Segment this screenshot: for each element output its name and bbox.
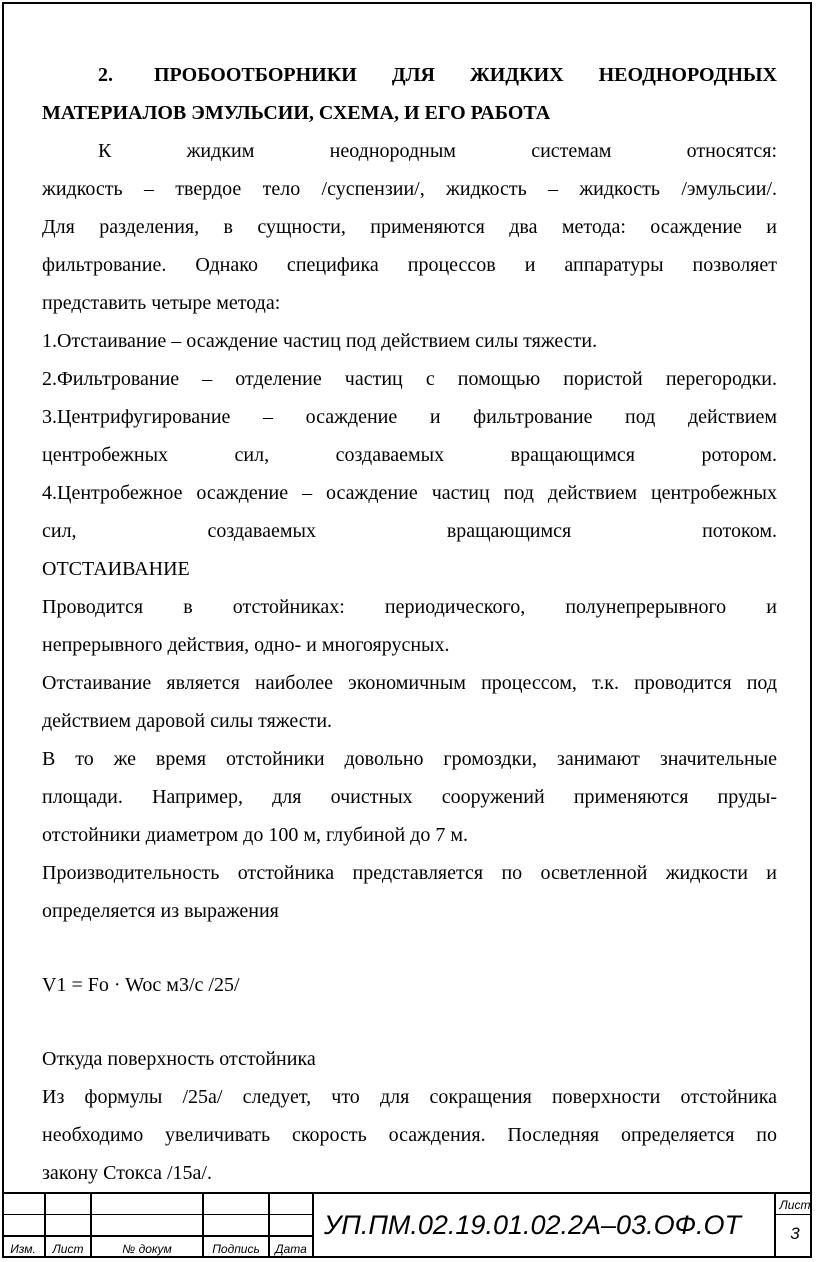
method-item-3: 3.Центрифугирование – осаждение и фильтрование под действием	[42, 406, 777, 428]
subsection-title: ОТСТАИВАНИЕ	[42, 558, 190, 580]
change-label: Изм.	[10, 1242, 36, 1256]
doc-number-label: № докум	[122, 1242, 172, 1256]
paragraph-line: закону Стокса /15а/.	[42, 1162, 212, 1184]
title-block	[2, 1192, 812, 1258]
paragraph-line: непрерывного действия, одно- и многоярусных.	[42, 634, 450, 656]
paragraph-line: Отстаивание является наиболее экономичным процессом, т.к. проводится под	[42, 672, 777, 694]
paragraph-line: В то же время отстойники довольно громоздки, занимают значительные	[42, 748, 777, 770]
paragraph-line: Проводится в отстойниках: периодического, полунепрерывного и	[42, 596, 777, 618]
section-heading-line-2: МАТЕРИАЛОВ ЭМУЛЬСИИ, СХЕМА, И ЕГО РАБОТА	[42, 102, 551, 124]
document-body	[42, 56, 777, 1192]
paragraph-line: Из формулы /25а/ следует, что для сокращения поверхности отстойника	[42, 1086, 777, 1108]
sheet-col-label: Лист	[52, 1242, 84, 1256]
paragraph-line: фильтрование. Однако специфика процессов и аппаратуры позволяет	[42, 254, 777, 276]
section-heading-line-1	[42, 56, 777, 94]
paragraph-line: жидкость – твердое тело /суспензии/, жидкость – жидкость /эмульсии/.	[42, 178, 777, 200]
paragraph-line: необходимо увеличивать скорость осаждения. Последняя определяется по	[42, 1124, 777, 1146]
date-label: Дата	[275, 1242, 307, 1256]
section-number: 2.	[98, 64, 113, 86]
paragraph-line: Откуда поверхность отстойника	[42, 1048, 316, 1070]
signature-label: Подпись	[212, 1242, 260, 1256]
sheet-label: Лист	[779, 1198, 811, 1212]
method-item-1: 1.Отстаивание – осаждение частиц под действием силы тяжести.	[42, 330, 598, 352]
paragraph-line: определяется из выражения	[42, 900, 279, 922]
paragraph-line: площади. Например, для очистных сооружений применяются пруды-	[42, 786, 777, 808]
paragraph-line: Производительность отстойника представляется по осветленной жидкости и	[42, 862, 777, 884]
sheet-number: 3	[790, 1224, 800, 1243]
method-item-2: 2.Фильтрование – отделение частиц с помощью пористой перегородки.	[42, 368, 777, 390]
paragraph-line: представить четыре метода:	[42, 292, 281, 314]
method-item-4-cont: сил, создаваемых вращающимся потоком.	[42, 520, 777, 542]
paragraph-line: отстойники диаметром до 100 м, глубиной до 7 м.	[42, 824, 469, 846]
section-heading-text-1: ПРОБООТБОРНИКИ ДЛЯ ЖИДКИХ НЕОДНОРОДНЫХ	[154, 64, 777, 86]
method-item-4: 4.Центробежное осаждение – осаждение частиц под действием центробежных	[42, 482, 777, 504]
paragraph-line: К жидким неоднородным системам относятся:	[98, 140, 777, 162]
paragraph-line: Для разделения, в сущности, применяются два метода: осаждение и	[42, 216, 777, 238]
method-item-3-cont: центробежных сил, создаваемых вращающимся ротором.	[42, 444, 777, 466]
paragraph-line: действием даровой силы тяжести.	[42, 710, 333, 732]
formula: V1 = Fo · Woc м3/с /25/	[42, 974, 240, 996]
document-code: УП.ПМ.02.19.01.02.2А–03.ОФ.ОТ	[324, 1210, 742, 1240]
